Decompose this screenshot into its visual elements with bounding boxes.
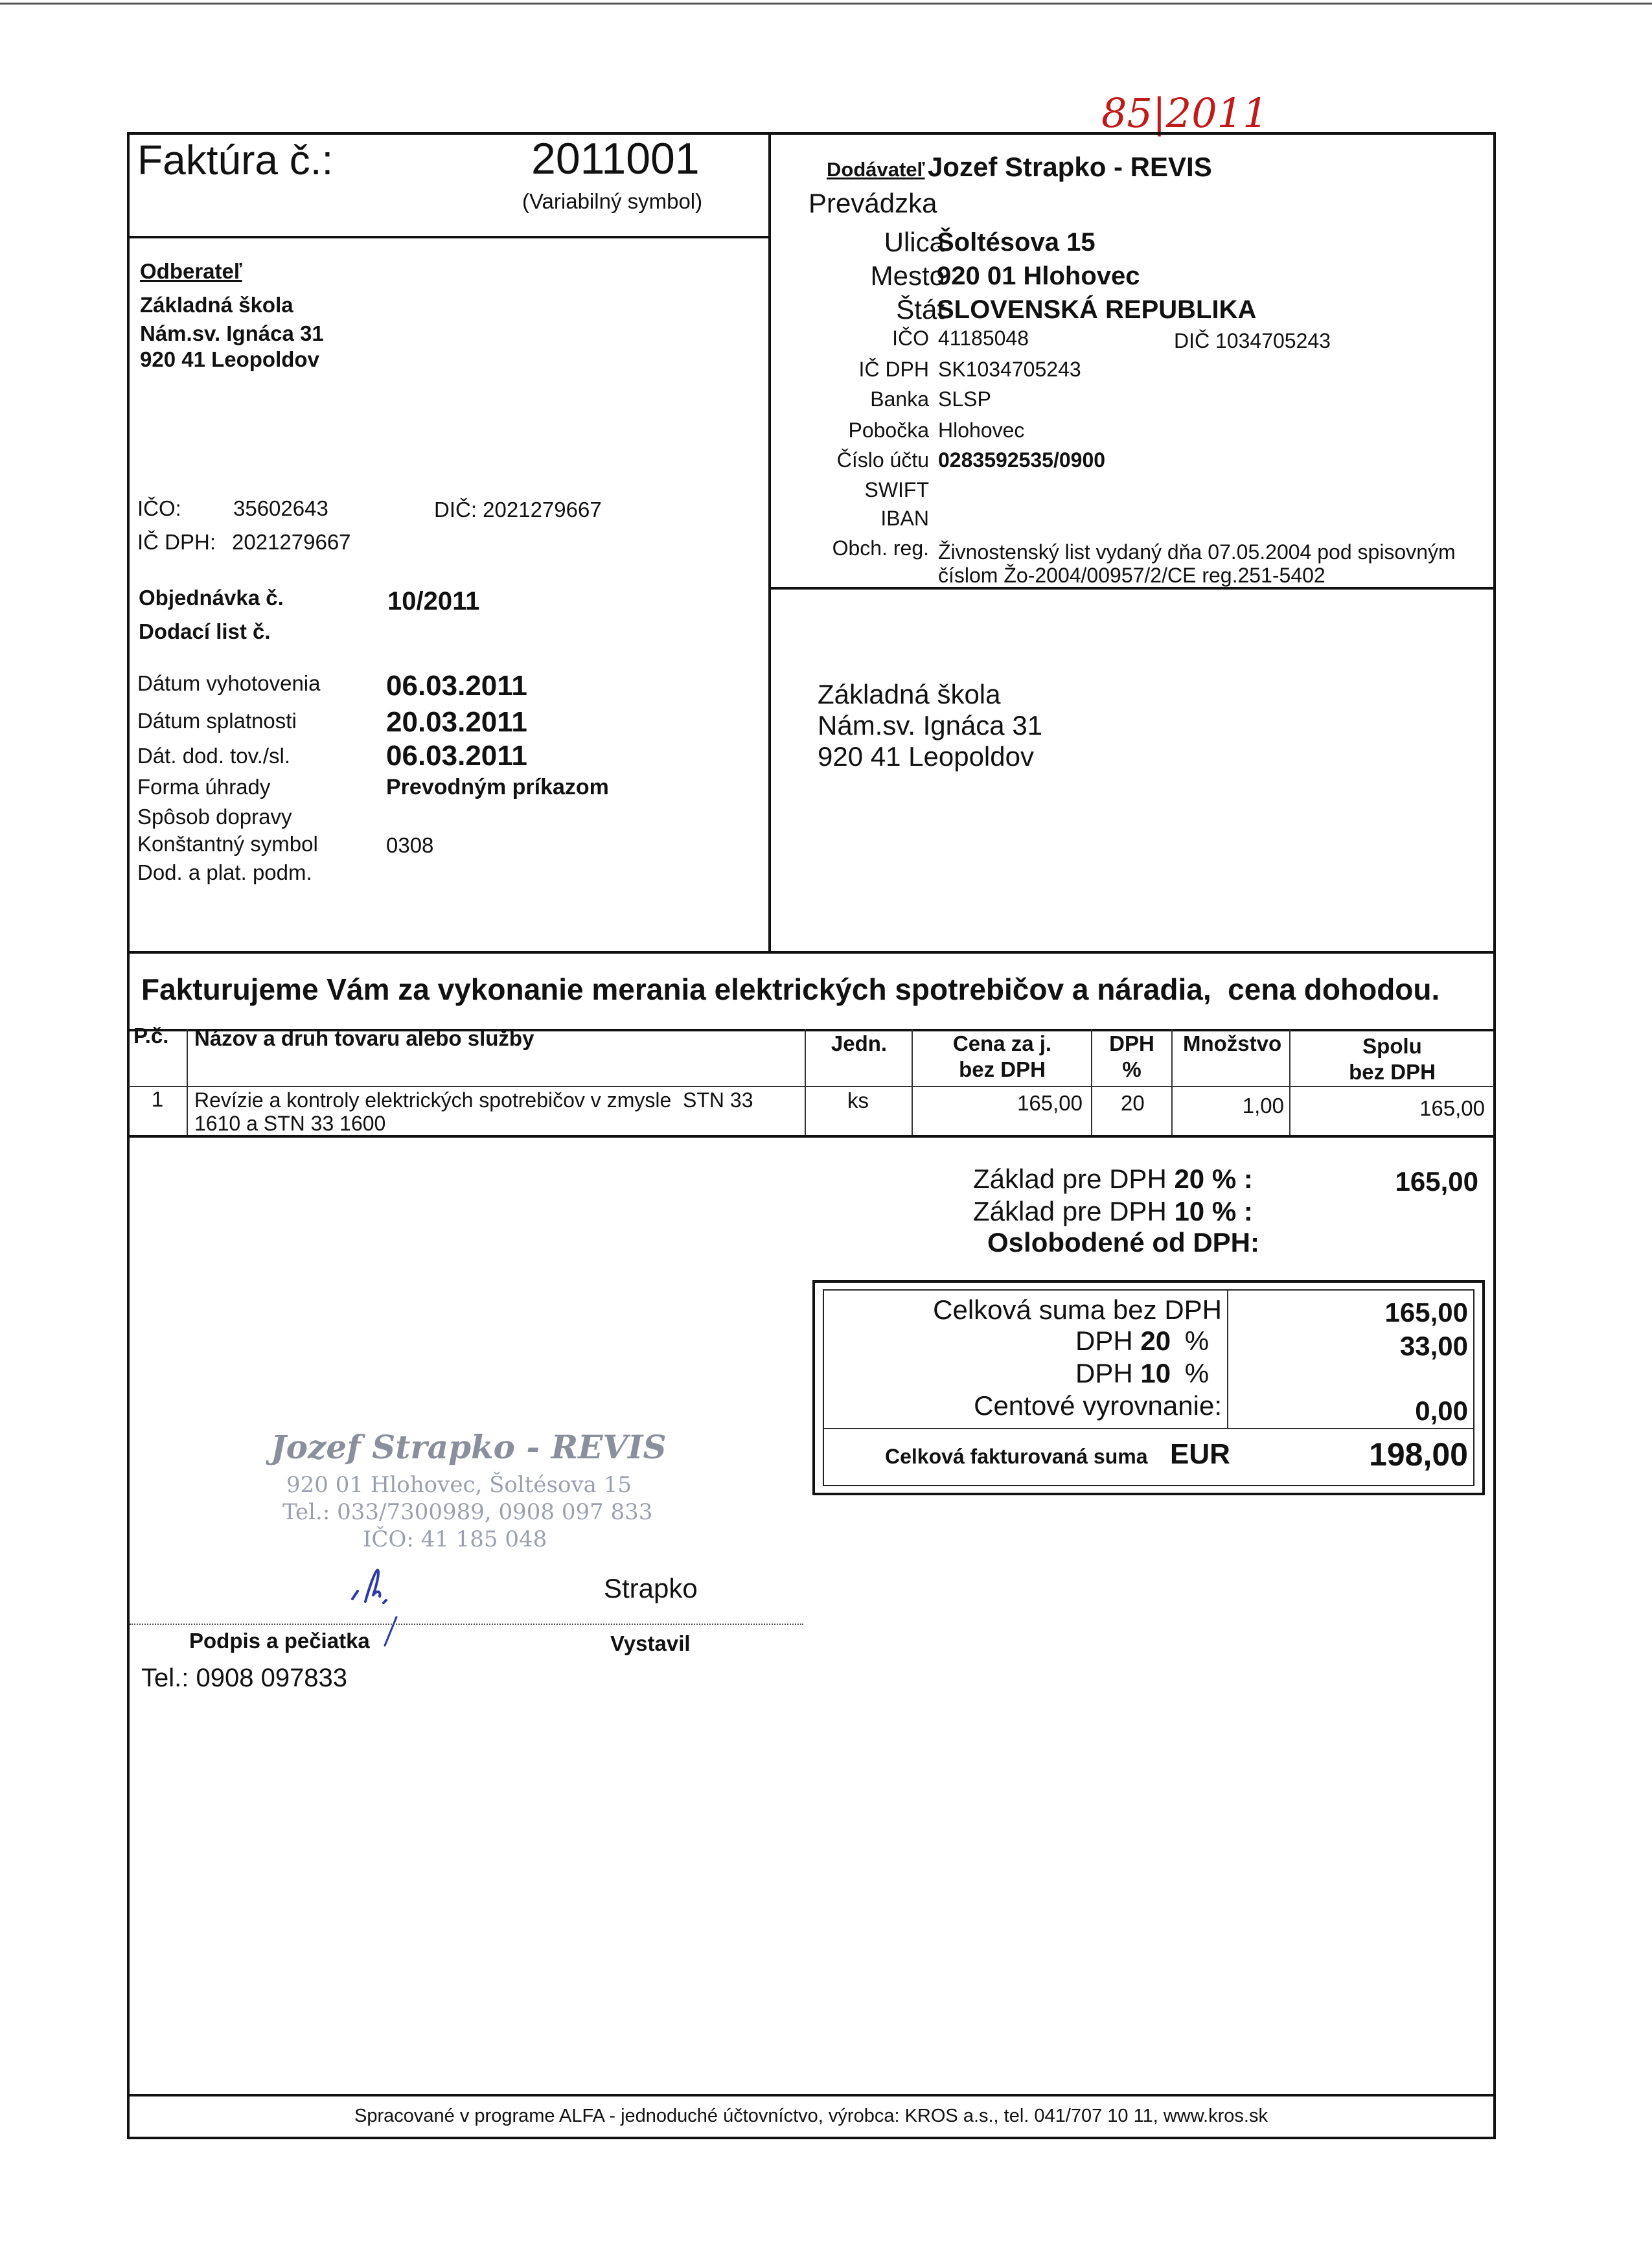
supplier-branch2-value: Hlohovec: [938, 419, 1025, 442]
constsym-label: Konštantný symbol: [137, 832, 318, 856]
issue-date-value: 06.03.2011: [386, 670, 527, 702]
td-name-line1: Revízie a kontroly elektrických spotrebičov v zmysle STN 33: [194, 1088, 753, 1112]
summary-rounding-value: 0,00: [1415, 1396, 1468, 1426]
summary-total-currency: EUR: [1170, 1438, 1230, 1470]
th-no: P.č.: [133, 1024, 169, 1048]
due-date-label: Dátum splatnosti: [137, 709, 297, 733]
vat-base-20-value: 165,00: [1395, 1166, 1478, 1197]
contact-phone: Tel.: 0908 097833: [141, 1664, 348, 1692]
th-unit: Jedn.: [831, 1031, 888, 1055]
scan-edge-line: [0, 3, 1652, 5]
delivery-address-city: 920 41 Leopoldov: [818, 741, 1034, 772]
transport-label: Spôsob dopravy: [137, 805, 292, 829]
summary-rounding-label: Centové vyrovnanie:: [974, 1390, 1222, 1421]
vat-base-10: [973, 1196, 1253, 1227]
top-divider: [768, 132, 771, 951]
summary-net-label: Celková suma bez DPH: [933, 1294, 1222, 1325]
th-total-l2: bez DPH: [1349, 1060, 1436, 1084]
company-stamp: [266, 1425, 667, 1561]
issue-date-label: Dátum vyhotovenia: [137, 671, 321, 695]
stamp-line-1: Jozef Strapko - REVIS: [271, 1428, 667, 1466]
summary-vat10-pct: %: [1184, 1358, 1210, 1388]
th-name: Názov a druh tovaru alebo služby: [194, 1026, 534, 1050]
subject-top-line: [128, 951, 1494, 954]
summary-col-line: [1227, 1291, 1228, 1428]
delivery-note-label: Dodací list č.: [139, 619, 271, 643]
order-value: 10/2011: [387, 587, 480, 615]
supplier-bank-label: Banka: [870, 387, 929, 411]
terms-label: Dod. a plat. podm.: [137, 860, 312, 884]
customer-heading: Odberateľ: [140, 259, 242, 283]
supplier-branch-label: Prevádzka: [809, 188, 937, 218]
customer-street: Nám.sv. Ignáca 31: [140, 321, 324, 345]
delivery-address-street: Nám.sv. Ignáca 31: [818, 710, 1043, 741]
handwritten-number: 85|2011: [1101, 89, 1268, 137]
invoice-subject: Fakturujeme Vám za vykonanie merania elektrických spotrebičov a náradia, cena dohodou.: [141, 972, 1440, 1006]
customer-ico-label: IČO:: [137, 496, 181, 520]
delivery-date-label: Dát. dod. tov./sl.: [137, 744, 290, 768]
col-line-6: [1289, 1029, 1291, 1135]
delivery-date-value: 06.03.2011: [386, 740, 527, 772]
summary-vat20-pct: %: [1184, 1326, 1210, 1356]
delivery-address-name: Základná škola: [818, 679, 1001, 709]
customer-city: 920 41 Leopoldov: [140, 347, 319, 371]
signature-dotted-line: [130, 1624, 803, 1625]
supplier-reg-line2: číslom Žo-2004/00957/2/CE reg.251-5402: [938, 564, 1325, 587]
td-unit: ks: [847, 1088, 869, 1112]
vat-exempt-label: Oslobodené od DPH:: [987, 1227, 1259, 1258]
summary-total-line: [824, 1428, 1473, 1429]
invoice-number-divider: [128, 236, 768, 238]
summary-vat10: [1075, 1358, 1209, 1389]
payment-value: Prevodným príkazom: [386, 775, 609, 799]
supplier-swift-label: SWIFT: [864, 478, 929, 501]
order-label: Objednávka č.: [139, 586, 284, 610]
col-line-2: [805, 1029, 806, 1135]
vat-base-10-rate: 10 % :: [1174, 1196, 1253, 1226]
customer-dic-label: DIČ:: [434, 498, 477, 522]
td-price: 165,00: [1017, 1091, 1083, 1115]
customer-dic-value: 2021279667: [483, 498, 602, 522]
supplier-account-value: 0283592535/0900: [938, 448, 1106, 472]
vat-base-20-label: Základ pre DPH: [973, 1164, 1167, 1194]
supplier-icdph-value: SK1034705243: [938, 358, 1081, 381]
supplier-reg-label: Obch. reg.: [832, 536, 929, 560]
summary-vat20-value: 33,00: [1399, 1331, 1468, 1361]
th-vat-l1: DPH: [1109, 1031, 1154, 1055]
col-line-4: [1091, 1029, 1092, 1135]
summary-net-value: 165,00: [1384, 1297, 1468, 1327]
supplier-country-label: Štát: [896, 294, 945, 325]
summary-total-label: Celková fakturovaná suma: [885, 1445, 1148, 1468]
supplier-ico-label: IČO: [892, 327, 929, 350]
invoice-title: Faktúra č.:: [137, 137, 334, 183]
vat-base-20-rate: 20 % :: [1174, 1164, 1253, 1194]
th-price-l2: bez DPH: [959, 1057, 1046, 1081]
supplier-street-label: Ulica: [884, 227, 945, 257]
td-total: 165,00: [1419, 1096, 1485, 1120]
supplier-icdph-label: IČ DPH: [858, 358, 929, 381]
issued-label: Vystavil: [610, 1631, 691, 1655]
software-footer: Spracované v programe ALFA - jednoduché účtovníctvo, výrobca: KROS a.s., tel. 041/707 10 11, www.kros.sk: [354, 2106, 1268, 2126]
supplier-city-value: 920 01 Hlohovec: [937, 262, 1140, 290]
summary-vat20-label: DPH: [1075, 1326, 1133, 1356]
supplier-street-value: Šoltésova 15: [937, 228, 1096, 257]
td-vat: 20: [1121, 1091, 1145, 1115]
supplier-dic-value: 1034705243: [1215, 329, 1331, 352]
sign-label: Podpis a pečiatka: [189, 1629, 370, 1653]
payment-label: Forma úhrady: [137, 775, 271, 799]
summary-vat20: [1075, 1326, 1209, 1357]
supplier-city-label: Mesto: [870, 260, 945, 291]
td-name-line2: 1610 a STN 33 1600: [194, 1112, 386, 1135]
th-total-l1: Spolu: [1362, 1034, 1422, 1058]
constsym-value: 0308: [386, 833, 434, 857]
invoice-number: 2011001: [531, 134, 700, 183]
th-vat-l2: %: [1122, 1057, 1141, 1081]
customer-name: Základná škola: [140, 293, 293, 317]
signer-name: Strapko: [604, 1573, 698, 1603]
customer-ico-value: 35602643: [233, 496, 328, 520]
customer-icdph-value: 2021279667: [232, 530, 351, 554]
supplier-account-label: Číslo účtu: [836, 448, 929, 472]
stamp-line-4: IČO: 41 185 048: [363, 1526, 547, 1552]
summary-vat10-rate: 10: [1140, 1358, 1171, 1388]
customer-dic: [434, 498, 602, 522]
supplier-dic: [1174, 329, 1331, 353]
supplier-name: Jozef Strapko - REVIS: [927, 152, 1212, 182]
stamp-line-2: 920 01 Hlohovec, Šoltésova 15: [286, 1472, 632, 1498]
th-qty: Množstvo: [1183, 1031, 1282, 1055]
vat-base-10-label: Základ pre DPH: [973, 1196, 1167, 1226]
td-no: 1: [151, 1087, 164, 1111]
supplier-branch2-label: Pobočka: [848, 419, 929, 442]
vat-base-20: [973, 1164, 1253, 1195]
supplier-heading: Dodávateľ: [827, 158, 925, 181]
supplier-bank-value: SLSP: [938, 387, 991, 411]
invoice-number-caption: (Variabilný symbol): [522, 189, 703, 213]
supplier-dic-label: DIČ: [1174, 329, 1210, 352]
summary-total-value: 198,00: [1369, 1436, 1468, 1473]
customer-icdph-label: IČ DPH:: [137, 530, 216, 554]
td-qty: 1,00: [1242, 1094, 1284, 1118]
col-line-1: [187, 1029, 188, 1135]
due-date-value: 20.03.2011: [386, 706, 527, 738]
supplier-iban-label: IBAN: [880, 507, 929, 530]
summary-vat10-label: DPH: [1075, 1358, 1133, 1388]
supplier-heading-line: [827, 152, 1212, 183]
summary-vat20-rate: 20: [1140, 1326, 1171, 1356]
supplier-reg-line1: Živnostenský list vydaný dňa 07.05.2004 pod spisovným: [938, 540, 1456, 564]
footer-line: [128, 2094, 1494, 2096]
supplier-ico-value: 41185048: [938, 327, 1029, 350]
th-price-l1: Cena za j.: [952, 1031, 1052, 1055]
col-line-3: [912, 1029, 913, 1135]
col-line-5: [1171, 1029, 1173, 1135]
supplier-country-value: SLOVENSKÁ REPUBLIKA: [937, 295, 1257, 324]
stamp-line-3: Tel.: 033/7300989, 0908 097 833: [282, 1499, 653, 1525]
